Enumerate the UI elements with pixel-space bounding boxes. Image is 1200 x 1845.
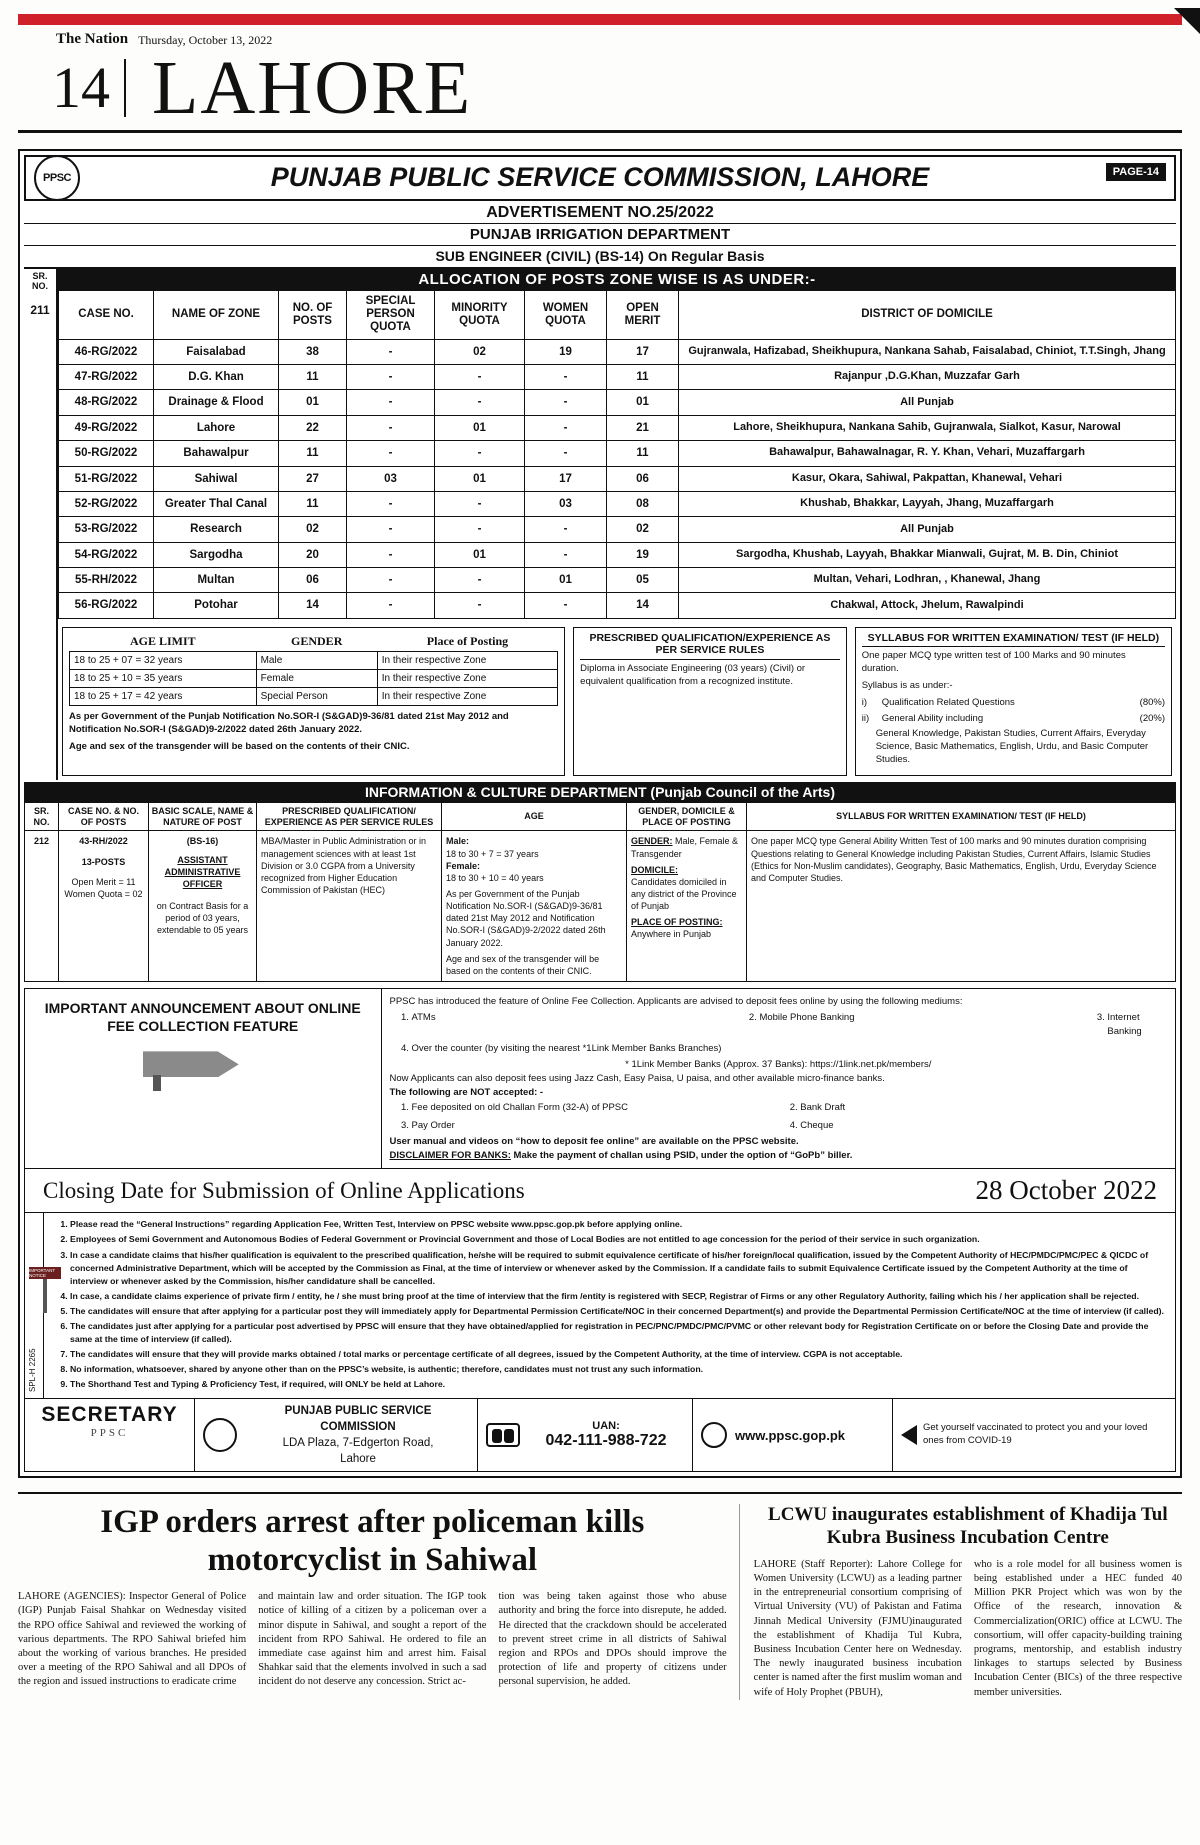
- zone-cell: 01: [435, 466, 525, 491]
- zone-cell: -: [435, 491, 525, 516]
- zone-cell: 56-RG/2022: [59, 593, 154, 618]
- advertisement-number: ADVERTISEMENT NO.25/2022: [486, 204, 714, 221]
- zone-cell: -: [435, 593, 525, 618]
- news-left-col-2: and maintain law and order situation. The IGP took notice of killing of a citizen by a policeman over a minor dispute in Sahiwal, and sought a report of the incident from RPO Sahiwal. He ordered to file an immediate case against him and arrest him. Faisal Shahkar said that the elements involved in such a sad incident do not deserve any concession. Strict ac-: [258, 1591, 487, 1688]
- zone-col-header: CASE NO.: [59, 291, 154, 340]
- news-headline-right: LCWU inaugurates establishment of Khadija Tul Kubra Business Incubation Centre: [768, 1504, 1168, 1549]
- zone-cell: -: [347, 339, 435, 364]
- ppsc-logo-text: PPSC: [43, 172, 71, 184]
- syllabus-item-text: Qualification Related Questions: [881, 696, 1015, 708]
- zone-cell: Sahiwal: [154, 466, 279, 491]
- closing-date-bar: [24, 1169, 1176, 1213]
- zone-cell: 27: [279, 466, 347, 491]
- zone-cell: 20: [279, 542, 347, 567]
- department-2-title: INFORMATION & CULTURE DEPARTMENT (Punjab Council of the Arts): [24, 782, 1176, 802]
- zone-domicile-cell: Multan, Vehari, Lodhran, , Khanewal, Jhang: [679, 568, 1176, 593]
- zone-cell: 50-RG/2022: [59, 441, 154, 466]
- zone-cell: Greater Thal Canal: [154, 491, 279, 516]
- news-article-right: [754, 1504, 1182, 1699]
- zone-domicile-cell: Chakwal, Attock, Jhelum, Rawalpindi: [679, 593, 1176, 618]
- instructions-sidebar: [25, 1213, 56, 1398]
- table-row: [59, 365, 1176, 390]
- closing-date-label: Closing Date for Submission of Online Applications: [43, 1177, 525, 1203]
- zone-cell: 08: [607, 491, 679, 516]
- website-block[interactable]: [693, 1399, 893, 1471]
- zone-domicile-cell: Bahawalpur, Bahawalnagar, R. Y. Khan, Vehari, Muzaffargarh: [679, 441, 1176, 466]
- age-col-header: GENDER: [291, 633, 343, 648]
- instruction-item: 2. Employees of Semi Government and Autonomous Bodies of Federal Government or Provincial Government and those of Local Bodies are not entitled to age concession for the period of their service in such organization.: [70, 1233, 1175, 1246]
- news-left-col-3: tion was being taken against those who abuse authority and bring the force into disrepute, he added. He directed that the crackdown should be accelerated to prevent street crime in all districts of Sahiwal region and RPOs and DPOs should improve the protection of life and property of citizens under personal supervision, he added.: [498, 1591, 727, 1688]
- fee-manual-line: User manual and videos on “how to deposit fee online” are available on the PPSC website.: [389, 1135, 799, 1147]
- zone-allocation-table: [58, 290, 1176, 619]
- table-row: [59, 415, 1176, 440]
- instruction-item: 9. The Shorthand Test and Typing & Proficiency Test, if required, will ONLY be held at Lahore.: [70, 1378, 1175, 1391]
- zone-cell: 01: [435, 415, 525, 440]
- age-limit-box: [62, 627, 565, 776]
- ict-col-header: SYLLABUS FOR WRITTEN EXAMINATION/ TEST (IF HELD): [747, 802, 1176, 831]
- age-limit-table: [69, 632, 558, 706]
- secretary-sub: PPSC: [90, 1427, 129, 1439]
- zone-domicile-cell: Rajanpur ,D.G.Khan, Muzzafar Garh: [679, 365, 1176, 390]
- zone-cell: Multan: [154, 568, 279, 593]
- table-row: [59, 542, 1176, 567]
- ict-domicile-label: DOMICILE:: [631, 864, 678, 875]
- important-notice-label: IMPORTANT NOTICE: [29, 1267, 61, 1279]
- zone-cell: -: [435, 390, 525, 415]
- zone-cell: 11: [279, 491, 347, 516]
- zone-cell: 47-RG/2022: [59, 365, 154, 390]
- ict-case-cell: [59, 831, 149, 982]
- age-cell: 18 to 25 + 17 = 42 years: [70, 687, 257, 705]
- zone-cell: 22: [279, 415, 347, 440]
- ict-gender: Male, Female & Transgender: [631, 836, 739, 859]
- fee-not-accepted-item: 1. Fee deposited on old Challan Form (32-A) of PPSC: [412, 1101, 779, 1115]
- uan-number: 042-111-988-722: [545, 1432, 667, 1450]
- ict-row: [25, 831, 1176, 982]
- ict-case-no: 43-RH/2022: [79, 836, 128, 847]
- red-top-bar: [18, 14, 1182, 25]
- age-col-header: AGE LIMIT: [129, 633, 196, 648]
- important-notice-icon: [29, 1267, 63, 1313]
- zone-domicile-cell: Sargodha, Khushab, Layyah, Bhakkar Mianwali, Gujrat, M. B. Din, Chiniot: [679, 542, 1176, 567]
- instructions-box: [24, 1213, 1176, 1399]
- department-name: PUNJAB IRRIGATION DEPARTMENT: [24, 223, 1176, 246]
- zone-cell: 17: [525, 466, 607, 491]
- zone-domicile-cell: All Punjab: [679, 390, 1176, 415]
- footer-address-1: LDA Plaza, 7-Edgerton Road,: [282, 1437, 434, 1450]
- table-row: [59, 390, 1176, 415]
- ad-body: [24, 269, 1176, 780]
- zone-cell: 02: [435, 339, 525, 364]
- allocation-title: ALLOCATION OF POSTS ZONE WISE IS AS UNDER:-: [58, 269, 1176, 290]
- page-tag-badge: PAGE-14: [1106, 163, 1166, 181]
- syllabus-item-key: i): [861, 696, 867, 708]
- age-cell: In their respective Zone: [377, 651, 557, 669]
- zone-cell: 19: [607, 542, 679, 567]
- zone-cell: -: [347, 491, 435, 516]
- zone-cell: -: [347, 415, 435, 440]
- sr-no-value: 211: [30, 303, 50, 317]
- signboard-icon: [143, 1045, 263, 1091]
- zone-cell: Faisalabad: [154, 339, 279, 364]
- news-right-col-1: LAHORE (Staff Reporter): Lahore College for Women University (LCWU) as a leading partner in the entrepreneurial consortium comprising of Virtual University (VU) of Pakistan and Fatima Jinnah Medical University (FJMU)inaugurated the establishment of Khadija Tul Kubra, Business Incubation Center here on Wednesday. The newly inaugurated business incubation center is named after the first muslim woman and wife of Holy Prophet (PBUH),: [753, 1558, 962, 1698]
- syllabus-item-text: General Ability including: [881, 712, 984, 724]
- zone-cell: -: [525, 542, 607, 567]
- ict-age-note-2: Age and sex of the transgender will be based on the contents of their CNIC.: [446, 953, 600, 976]
- zone-cell: 55-RH/2022: [59, 568, 154, 593]
- ict-posts: 13-POSTS: [81, 856, 126, 867]
- uan-label: UAN:: [592, 1420, 620, 1433]
- instruction-item: 3. In case a candidate claims that his/her qualification is equivalent to the prescribed qualification, he/she will be required to submit equivalence certificate of his/her foreign/local qualification, issued by the Competent Authority of HEC/PMDC/PMC/PEC & QICDC of concerned Administrative Department, which will be accepted by the Commission as Final, at the time of interview or whenever asked by the Commission. If a candidate fails to submit Equivalence Certificate issued by the Competent Authority at the time of interview or whenever asked by the Commission, his/her candidature shall be cancelled.: [70, 1249, 1175, 1288]
- zone-cell: 05: [607, 568, 679, 593]
- age-cell: Special Person: [256, 687, 377, 705]
- side-code: SPL-H 2265: [28, 1348, 37, 1392]
- zone-cell: Bahawalpur: [154, 441, 279, 466]
- zone-col-header: SPECIAL PERSON QUOTA: [347, 291, 435, 340]
- zone-cell: Potohar: [154, 593, 279, 618]
- ict-col-header: GENDER, DOMICILE & PLACE OF POSTING: [627, 802, 747, 831]
- zone-cell: -: [525, 390, 607, 415]
- ict-open-merit: Open Merit = 11: [71, 876, 136, 887]
- ict-women-quota: Women Quota = 02: [64, 888, 143, 899]
- fee-not-accepted-item: 2. Bank Draft: [800, 1101, 1167, 1115]
- zone-cell: 01: [435, 542, 525, 567]
- ad-footer: [24, 1399, 1176, 1472]
- zone-domicile-cell: Khushab, Bhakkar, Layyah, Jhang, Muzaffargarh: [679, 491, 1176, 516]
- table-row: [59, 339, 1176, 364]
- zone-cell: -: [525, 593, 607, 618]
- age-cell: 18 to 25 + 10 = 35 years: [70, 669, 257, 687]
- zone-cell: 53-RG/2022: [59, 517, 154, 542]
- website-url[interactable]: www.ppsc.gop.pk: [735, 1427, 846, 1443]
- table-row: [59, 441, 1176, 466]
- masthead-main: [18, 46, 1182, 133]
- news-right-col-2: who is a role model for all business women is being established under a HEC funded 40 Million PKR Project which was won by the Office of the research, innovation & Commercialization(ORIC) office at LCWU. The consortium, will offer capacity-building training programs, mentorship, and establish industry linkages to startups selected by Business Incubation Center (BICs) of the three respective member universities.: [973, 1558, 1183, 1698]
- instruction-item: 4. In case, a candidate claims experience of private firm / entity, he / she must bring proof at the time of interview that the firm /entity is registered with SECP, Registrar of Firms or any other Regulatory Authority, failing which his / her application shall be rejected.: [70, 1290, 1175, 1303]
- age-cell: Male: [256, 651, 377, 669]
- fee-not-accepted-item: 4. Cheque: [800, 1119, 1167, 1133]
- fee-medium: 2. Mobile Phone Banking: [759, 1011, 1085, 1025]
- zone-cell: 01: [607, 390, 679, 415]
- zone-cell: 01: [279, 390, 347, 415]
- zone-cell: 46-RG/2022: [59, 339, 154, 364]
- zone-col-header: WOMEN QUOTA: [525, 291, 607, 340]
- syllabus-item-key: ii): [861, 712, 870, 724]
- fee-jazz-line: Now Applicants can also deposit fees using Jazz Cash, Easy Paisa, U paisa, and other available micro-finance banks.: [389, 1072, 885, 1084]
- zone-cell: -: [435, 365, 525, 390]
- zone-cell: -: [435, 517, 525, 542]
- table-row: [59, 466, 1176, 491]
- zone-cell: Drainage & Flood: [154, 390, 279, 415]
- online-fee-box: [24, 988, 1176, 1169]
- zone-col-header: NAME OF ZONE: [154, 291, 279, 340]
- fee-medium: 4. Over the counter (by visiting the nearest *1Link Member Banks Branches): [412, 1042, 1168, 1056]
- zone-cell: 48-RG/2022: [59, 390, 154, 415]
- megaphone-icon: [901, 1425, 917, 1445]
- fee-not-accepted-item: 3. Pay Order: [412, 1119, 779, 1133]
- zone-cell: 11: [607, 441, 679, 466]
- ict-col-header: SR. NO.: [25, 802, 59, 831]
- syllabus-box: [855, 627, 1172, 776]
- table-row: [70, 687, 558, 705]
- zone-col-header: DISTRICT OF DOMICILE: [679, 291, 1176, 340]
- qualification-box: [573, 627, 847, 776]
- fee-disclaimer-label: DISCLAIMER FOR BANKS:: [389, 1149, 511, 1161]
- zone-cell: -: [347, 593, 435, 618]
- telephone-icon: [486, 1423, 520, 1447]
- zone-cell: 17: [607, 339, 679, 364]
- ict-sr-no: 212: [25, 831, 59, 982]
- instruction-item: 5. The candidates will ensure that after applying for a particular post they will immediately apply for Departmental Permission Certificate/NOC in their concerned Department(s) and provide the Departmental Permission Certificate/NOC at the time of interview (if called).: [70, 1305, 1175, 1318]
- syllabus-item-percent: (20%): [1139, 712, 1165, 724]
- zone-col-header: NO. OF POSTS: [279, 291, 347, 340]
- ict-age-female: 18 to 30 + 10 = 40 years: [446, 872, 544, 883]
- fee-heading: IMPORTANT ANNOUNCEMENT ABOUT ONLINE FEE COLLECTION FEATURE: [44, 1000, 361, 1035]
- section-title: LAHORE: [152, 46, 473, 130]
- ict-table: [24, 802, 1176, 982]
- zone-cell: Lahore: [154, 415, 279, 440]
- zone-cell: -: [435, 441, 525, 466]
- ict-post-cell: [149, 831, 257, 982]
- table-row: [59, 593, 1176, 618]
- table-row: [70, 651, 558, 669]
- zone-domicile-cell: Lahore, Sheikhupura, Nankana Sahib, Gujranwala, Sialkot, Kasur, Narowal: [679, 415, 1176, 440]
- ict-age-male-label: Male:: [446, 836, 470, 847]
- address-block: [195, 1399, 478, 1471]
- ict-col-header: CASE NO. & NO. OF POSTS: [59, 802, 149, 831]
- masthead-divider: [124, 59, 126, 117]
- ict-post-nature: on Contract Basis for a period of 03 years, extendable to 05 years: [156, 901, 249, 936]
- zone-cell: 11: [607, 365, 679, 390]
- zone-cell: 54-RG/2022: [59, 542, 154, 567]
- zone-cell: 11: [279, 365, 347, 390]
- fee-link-line: * 1Link Member Banks (Approx. 37 Banks): https://1link.net.pk/members/: [625, 1059, 932, 1071]
- fee-medium: 1. ATMs: [412, 1011, 738, 1025]
- zone-cell: 19: [525, 339, 607, 364]
- instruction-item: 6. The candidates just after applying for a particular post advertised by PPSC will ensure that they have obtained/applied for registration in PEC/PNC/PMDC/PMC/PVMC or other relevant body for Registration Certificate on or before the Closing Date and provide the same at the time of interview (if called).: [70, 1320, 1175, 1346]
- zone-cell: -: [525, 415, 607, 440]
- ict-domicile: Candidates domiciled in any district of the Province of Punjab: [631, 876, 737, 912]
- secretary-block: [25, 1399, 195, 1471]
- post-name: SUB ENGINEER (CIVIL) (BS-14) On Regular Basis: [24, 246, 1176, 269]
- zone-cell: 21: [607, 415, 679, 440]
- instruction-item: 1. Please read the “General Instructions” regarding Application Fee, Written Test, Interview on PPSC website www.ppsc.gop.pk before applying online.: [70, 1218, 1175, 1231]
- ict-age-female-label: Female:: [446, 860, 481, 871]
- age-col-header: Place of Posting: [426, 633, 509, 648]
- fee-heading-area: [25, 989, 382, 1168]
- fee-details: [382, 989, 1176, 1168]
- zone-cell: Research: [154, 517, 279, 542]
- zone-table-header-row: [59, 291, 1176, 340]
- ict-age-male: 18 to 30 + 7 = 37 years: [446, 848, 539, 859]
- news-headline-left: IGP orders arrest after policeman kills motorcyclist in Sahiwal: [100, 1504, 645, 1579]
- closing-date-value: 28 October 2022: [975, 1175, 1157, 1206]
- ict-posting-label: PLACE OF POSTING:: [631, 917, 723, 928]
- ict-col-header: BASIC SCALE, NAME & NATURE OF POST: [149, 802, 257, 831]
- instruction-item: 8. No information, whatsoever, shared by anyone other than on the PPSC’s website, is authentic; therefore, candidates must not trust any such information.: [70, 1363, 1175, 1376]
- ict-scale: (BS-16): [186, 836, 219, 847]
- ict-age-note: As per Government of the Punjab Notification No.SOR-I (S&GAD)9-36/81 dated 21st May 2012 and Notification No.SOR-I (S&GAD)9-2/2022 dated 26th January 2022.: [446, 889, 606, 948]
- page-number: 14: [52, 55, 110, 120]
- zone-cell: -: [347, 568, 435, 593]
- syllabus-box-title: SYLLABUS FOR WRITTEN EXAMINATION/ TEST (IF HELD): [862, 632, 1165, 648]
- zone-cell: 06: [279, 568, 347, 593]
- ppsc-logo-icon: [34, 155, 80, 201]
- qualification-box-title: PRESCRIBED QUALIFICATION/EXPERIENCE AS PER SERVICE RULES: [580, 632, 840, 660]
- table-row: [59, 517, 1176, 542]
- info-boxes: [58, 627, 1176, 780]
- ad-title: PUNJAB PUBLIC SERVICE COMMISSION, LAHORE: [270, 162, 930, 192]
- table-row: [70, 669, 558, 687]
- zone-cell: -: [525, 517, 607, 542]
- globe-icon: [701, 1422, 727, 1448]
- instructions-list: [70, 1218, 1175, 1393]
- zone-cell: 01: [525, 568, 607, 593]
- fee-intro: PPSC has introduced the feature of Online Fee Collection. Applicants are advised to deposit fees online by using the following mediums:: [389, 996, 963, 1008]
- paper-date: Thursday, October 13, 2022: [138, 33, 273, 47]
- age-cell: In their respective Zone: [377, 687, 557, 705]
- zone-cell: 14: [607, 593, 679, 618]
- zone-col-header: OPEN MERIT: [607, 291, 679, 340]
- ad-header: [24, 155, 1176, 201]
- qualification-box-text: Diploma in Associate Engineering (03 years) (Civil) or equivalent qualification from a recognized institute.: [580, 662, 806, 687]
- zone-cell: 06: [607, 466, 679, 491]
- syllabus-item: [862, 713, 1165, 726]
- zone-cell: -: [347, 542, 435, 567]
- age-cell: Female: [256, 669, 377, 687]
- zone-cell: -: [347, 390, 435, 415]
- zone-col-header: MINORITY QUOTA: [435, 291, 525, 340]
- zone-cell: -: [347, 517, 435, 542]
- ict-syllabus: One paper MCQ type General Ability Written Test of 100 marks and 90 minutes duration comprising Questions relating to General Knowledge including Pakistan Studies, Current Affairs, Islamic Studies (Ethics for Non-Muslim candidates), Geography, Basic Mathematics, English, Urdu, Everyday Science and Computer Studies.: [747, 831, 1176, 982]
- age-note-1: As per Government of the Punjab Notification No.SOR-I (S&GAD)9-36/81 dated 21st May 2012 and Notification No.SOR-I (S&GAD)9-2/2022 dated 26th January 2022.: [69, 710, 509, 735]
- fee-medium: 3. Internet Banking: [1107, 1011, 1167, 1039]
- zone-cell: 11: [279, 441, 347, 466]
- zone-cell: -: [347, 441, 435, 466]
- fee-not-accepted-label: The following are NOT accepted: -: [389, 1086, 544, 1098]
- sr-no-column: [24, 269, 58, 780]
- zone-cell: 03: [347, 466, 435, 491]
- sr-no-label: SR. NO.: [31, 271, 48, 291]
- footer-address-2: Lahore: [340, 1453, 376, 1466]
- syllabus-line-1: One paper MCQ type written test of 100 Marks and 90 minutes duration.: [861, 650, 1126, 675]
- zone-cell: 14: [279, 593, 347, 618]
- syllabus-tail: General Knowledge, Pakistan Studies, Current Affairs, Everyday Science, Basic Mathematics, English, Urdu, and Basic Computer Studies.: [875, 728, 1149, 766]
- zone-cell: 52-RG/2022: [59, 491, 154, 516]
- age-note-2: Age and sex of the transgender will be based on the contents of their CNIC.: [69, 741, 410, 753]
- newspaper-page: [0, 14, 1200, 1845]
- secretary-label: SECRETARY: [41, 1403, 178, 1426]
- syllabus-item-percent: (80%): [1139, 696, 1165, 708]
- ict-col-header: PRESCRIBED QUALIFICATION/ EXPERIENCE AS PER SERVICE RULES: [257, 802, 442, 831]
- instruction-item: 7. The candidates will ensure that they will provide marks obtained / total marks or percentage certificate of all degrees, issued by the Competent Authority, at the time of interview. CGPA is not acceptable.: [70, 1348, 1175, 1361]
- zone-domicile-cell: All Punjab: [679, 517, 1176, 542]
- footer-org: PUNJAB PUBLIC SERVICE COMMISSION: [284, 1405, 432, 1434]
- zone-cell: D.G. Khan: [154, 365, 279, 390]
- zone-domicile-cell: Gujranwala, Hafizabad, Sheikhupura, Nankana Sahab, Faisalabad, Chiniot, T.T.Singh, Jhang: [679, 339, 1176, 364]
- zone-cell: Sargodha: [154, 542, 279, 567]
- syllabus-line-2: Syllabus is as under:-: [861, 680, 953, 691]
- zone-cell: -: [347, 365, 435, 390]
- news-article-left: [18, 1504, 740, 1699]
- zone-cell: 49-RG/2022: [59, 415, 154, 440]
- ict-qualification: MBA/Master in Public Administration or in management sciences with at least 1st Division or 3.0 CGPA from a University recognized from Higher Education Commission of Pakistan (HEC): [257, 831, 442, 982]
- zone-cell: -: [525, 365, 607, 390]
- covid-message: Get yourself vaccinated to protect you and your loved ones from COVID-19: [923, 1422, 1148, 1447]
- zone-cell: 03: [525, 491, 607, 516]
- zone-domicile-cell: Kasur, Okara, Sahiwal, Pakpattan, Khanewal, Vehari: [679, 466, 1176, 491]
- age-cell: 18 to 25 + 07 = 32 years: [70, 651, 257, 669]
- zone-cell: -: [435, 568, 525, 593]
- zone-cell: 02: [279, 517, 347, 542]
- ict-gender-cell: [627, 831, 747, 982]
- ict-posting: Anywhere in Punjab: [631, 929, 712, 940]
- syllabus-item: [862, 697, 1165, 710]
- zone-cell: 02: [607, 517, 679, 542]
- ict-gender-label: GENDER:: [631, 836, 673, 847]
- paper-name: The Nation: [56, 31, 129, 47]
- zone-cell: 38: [279, 339, 347, 364]
- fee-disclaimer-text: Make the payment of challan using PSID, under the option of “GoPb” biller.: [513, 1149, 853, 1161]
- ict-col-header: AGE: [442, 802, 627, 831]
- news-section: [18, 1492, 1182, 1699]
- age-cell: In their respective Zone: [377, 669, 557, 687]
- news-left-col-1: LAHORE (AGENCIES): Inspector General of Police (IGP) Punjab Faisal Shahkar on Wednesday visited the RPO office Sahiwal and reviewed the working of various departments. The RPO Sahiwal briefed him about the working of various branches. He presided over a meeting of the RPO Sahiwal and all DPOs of the region and issued instructions to eradicate crime: [18, 1591, 247, 1688]
- ppsc-seal-icon: [203, 1418, 237, 1452]
- ict-age-cell: [442, 831, 627, 982]
- zone-cell: 51-RG/2022: [59, 466, 154, 491]
- ict-post-name: ASSISTANT ADMINISTRATIVE OFFICER: [164, 854, 241, 889]
- covid-block: [893, 1399, 1175, 1471]
- table-row: [59, 568, 1176, 593]
- ppsc-advertisement: [18, 149, 1182, 1478]
- zone-cell: -: [525, 441, 607, 466]
- table-row: [59, 491, 1176, 516]
- uan-block[interactable]: [478, 1399, 693, 1471]
